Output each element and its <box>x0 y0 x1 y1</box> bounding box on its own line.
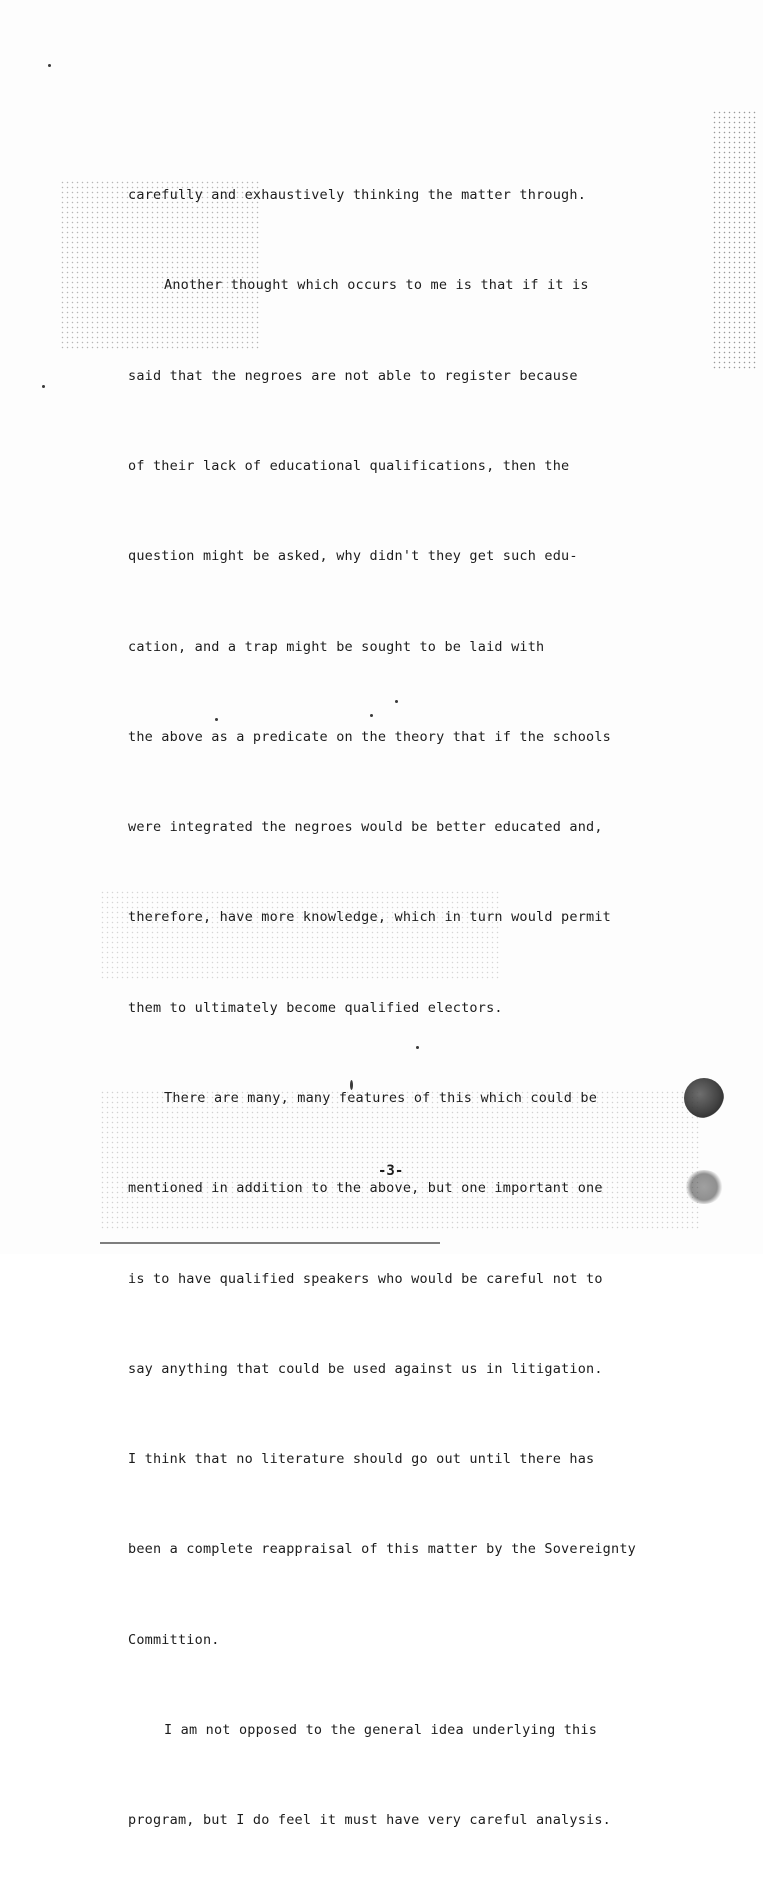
text-line: of their lack of educational qualifications, then the <box>128 458 570 475</box>
text-line: the above as a predicate on the theory that if the schools <box>128 728 612 745</box>
text-line: therefore, have more knowledge, which in turn would permit <box>128 909 612 926</box>
text-line: Committion. <box>128 1631 220 1648</box>
text-line: I think that no literature should go out until there has <box>128 1451 595 1468</box>
text-line: is to have qualified speakers who would be careful not to <box>128 1270 603 1287</box>
text-line: say anything that could be used against us in litigation. <box>128 1360 603 1377</box>
text-line: cation, and a trap might be sought to be laid with <box>128 638 545 655</box>
text-line: carefully and exhaustively thinking the matter through. <box>128 187 587 204</box>
page-number: -3- <box>378 1163 404 1179</box>
scan-noise <box>712 110 757 370</box>
speckle <box>48 64 51 67</box>
ink-blot <box>684 1078 724 1118</box>
text-line: them to ultimately become qualified electors. <box>128 999 503 1016</box>
bottom-rule <box>100 1242 440 1244</box>
text-line: There are many, many features of this which could be <box>164 1090 598 1106</box>
letter-body <box>128 120 688 1896</box>
text-line: program, but I do feel it must have very careful analysis. <box>128 1812 612 1829</box>
text-line: were integrated the negroes would be better educated and, <box>128 819 603 836</box>
text-line: been a complete reappraisal of this matter by the Sovereignty <box>128 1541 636 1558</box>
text-line: I am not opposed to the general idea underlying this <box>164 1721 598 1738</box>
ink-blot <box>684 1170 724 1204</box>
text-line: mentioned in addition to the above, but one important one <box>128 1180 603 1197</box>
text-line: said that the negroes are not able to register because <box>128 367 578 384</box>
speckle <box>42 385 45 388</box>
text-line: Another thought which occurs to me is that if it is <box>164 277 589 294</box>
text-line: question might be asked, why didn't they get such edu- <box>128 548 578 565</box>
